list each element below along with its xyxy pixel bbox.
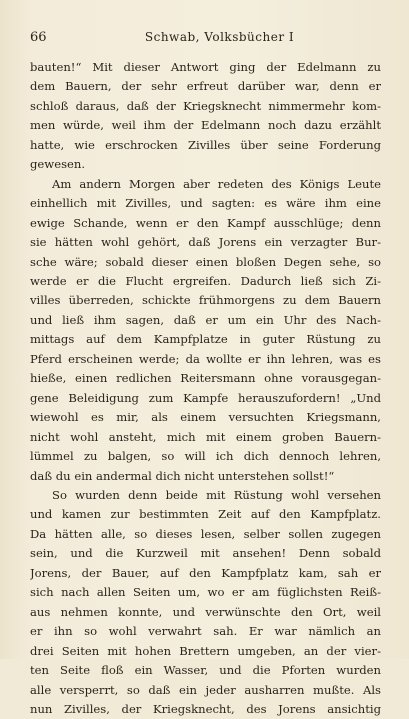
page-number: 66	[30, 30, 47, 45]
text-line: hieße, einen redlichen Reitersmann ohne vorausgegan-	[30, 371, 381, 386]
text-line: daß du ein andermal dich nicht unterstehen sollst!“	[30, 468, 335, 483]
body-text	[30, 58, 381, 719]
text-line: gewesen.	[30, 157, 86, 172]
page-header	[30, 30, 379, 50]
text-line: sein, und die Kurzweil mit ansehen! Denn sobald	[30, 546, 381, 561]
text-line: schloß daraus, daß der Kriegsknecht nimmermehr kom-	[30, 98, 381, 113]
text-line: dem Bauern, der sehr erfreut darüber war, denn er	[30, 79, 381, 94]
text-line: Pferd erscheinen werde; da wollte er ihn lehren, was es	[30, 351, 381, 366]
text-line: einhellich mit Zivilles, und sagten: es wäre ihm eine	[30, 196, 381, 211]
text-line: nun Zivilles, der Kriegsknecht, des Jorens ansichtig	[30, 701, 381, 716]
text-line: sche wäre; sobald dieser einen bloßen Degen sehe, so	[30, 254, 381, 269]
text-line: ten Seite floß ein Wasser, und die Pforten wurden	[30, 663, 381, 678]
text-line: Da hätten alle, so dieses lesen, selber sollen zugegen	[30, 526, 381, 541]
text-line: und kamen zur bestimmten Zeit auf den Kampfplatz.	[30, 507, 381, 522]
text-line: aus nehmen konnte, und verwünschte den Ort, weil	[30, 604, 381, 619]
text-line: alle versperrt, so daß ein jeder ausharren mußte. Als	[30, 682, 381, 697]
text-line: nicht wohl ansteht, mich mit einem groben Bauern-	[30, 429, 381, 444]
text-line: wiewohl es mir, als einem versuchten Kriegsmann,	[30, 410, 381, 425]
text-line: ewige Schande, wenn er den Kampf ausschlüge; denn	[30, 215, 381, 230]
text-line: er ihn so wohl verwahrt sah. Er war nämlich an	[30, 624, 381, 639]
text-line: sich nach allen Seiten um, wo er am füglichsten Reiß-	[30, 585, 381, 600]
text-line: sie hätten wohl gehört, daß Jorens ein verzagter Bur-	[30, 235, 381, 250]
text-line: Jorens, der Bauer, auf den Kampfplatz kam, sah er	[30, 565, 381, 580]
text-line: men würde, weil ihm der Edelmann noch dazu erzählt	[30, 118, 381, 133]
text-line: gene Beleidigung zum Kampfe herauszufordern! „Und	[30, 390, 381, 405]
text-line: drei Seiten mit hohen Brettern umgeben, an der vier-	[30, 643, 381, 658]
text-line: lümmel zu balgen, so will ich dich dennoch lehren,	[30, 449, 381, 464]
text-line: bauten!“ Mit dieser Antwort ging der Edelmann zu	[30, 60, 381, 74]
running-head: Schwab, Volksbücher I	[144, 30, 295, 44]
text-line: und ließ ihm sagen, daß er um ein Uhr des Nach-	[30, 312, 381, 327]
text-line: werde er die Flucht ergreifen. Dadurch ließ sich Zi-	[30, 273, 381, 288]
text-line: Am andern Morgen aber redeten des Königs Leute	[52, 176, 381, 191]
text-line: mittags auf dem Kampfplatze in guter Rüstung zu	[30, 332, 381, 347]
text-line: So wurden denn beide mit Rüstung wohl versehen	[52, 487, 381, 502]
text-line: hatte, wie erschrocken Zivilles über seine Forderung	[30, 137, 381, 152]
text-line: villes überreden, schickte frühmorgens zu dem Bauern	[30, 293, 381, 308]
